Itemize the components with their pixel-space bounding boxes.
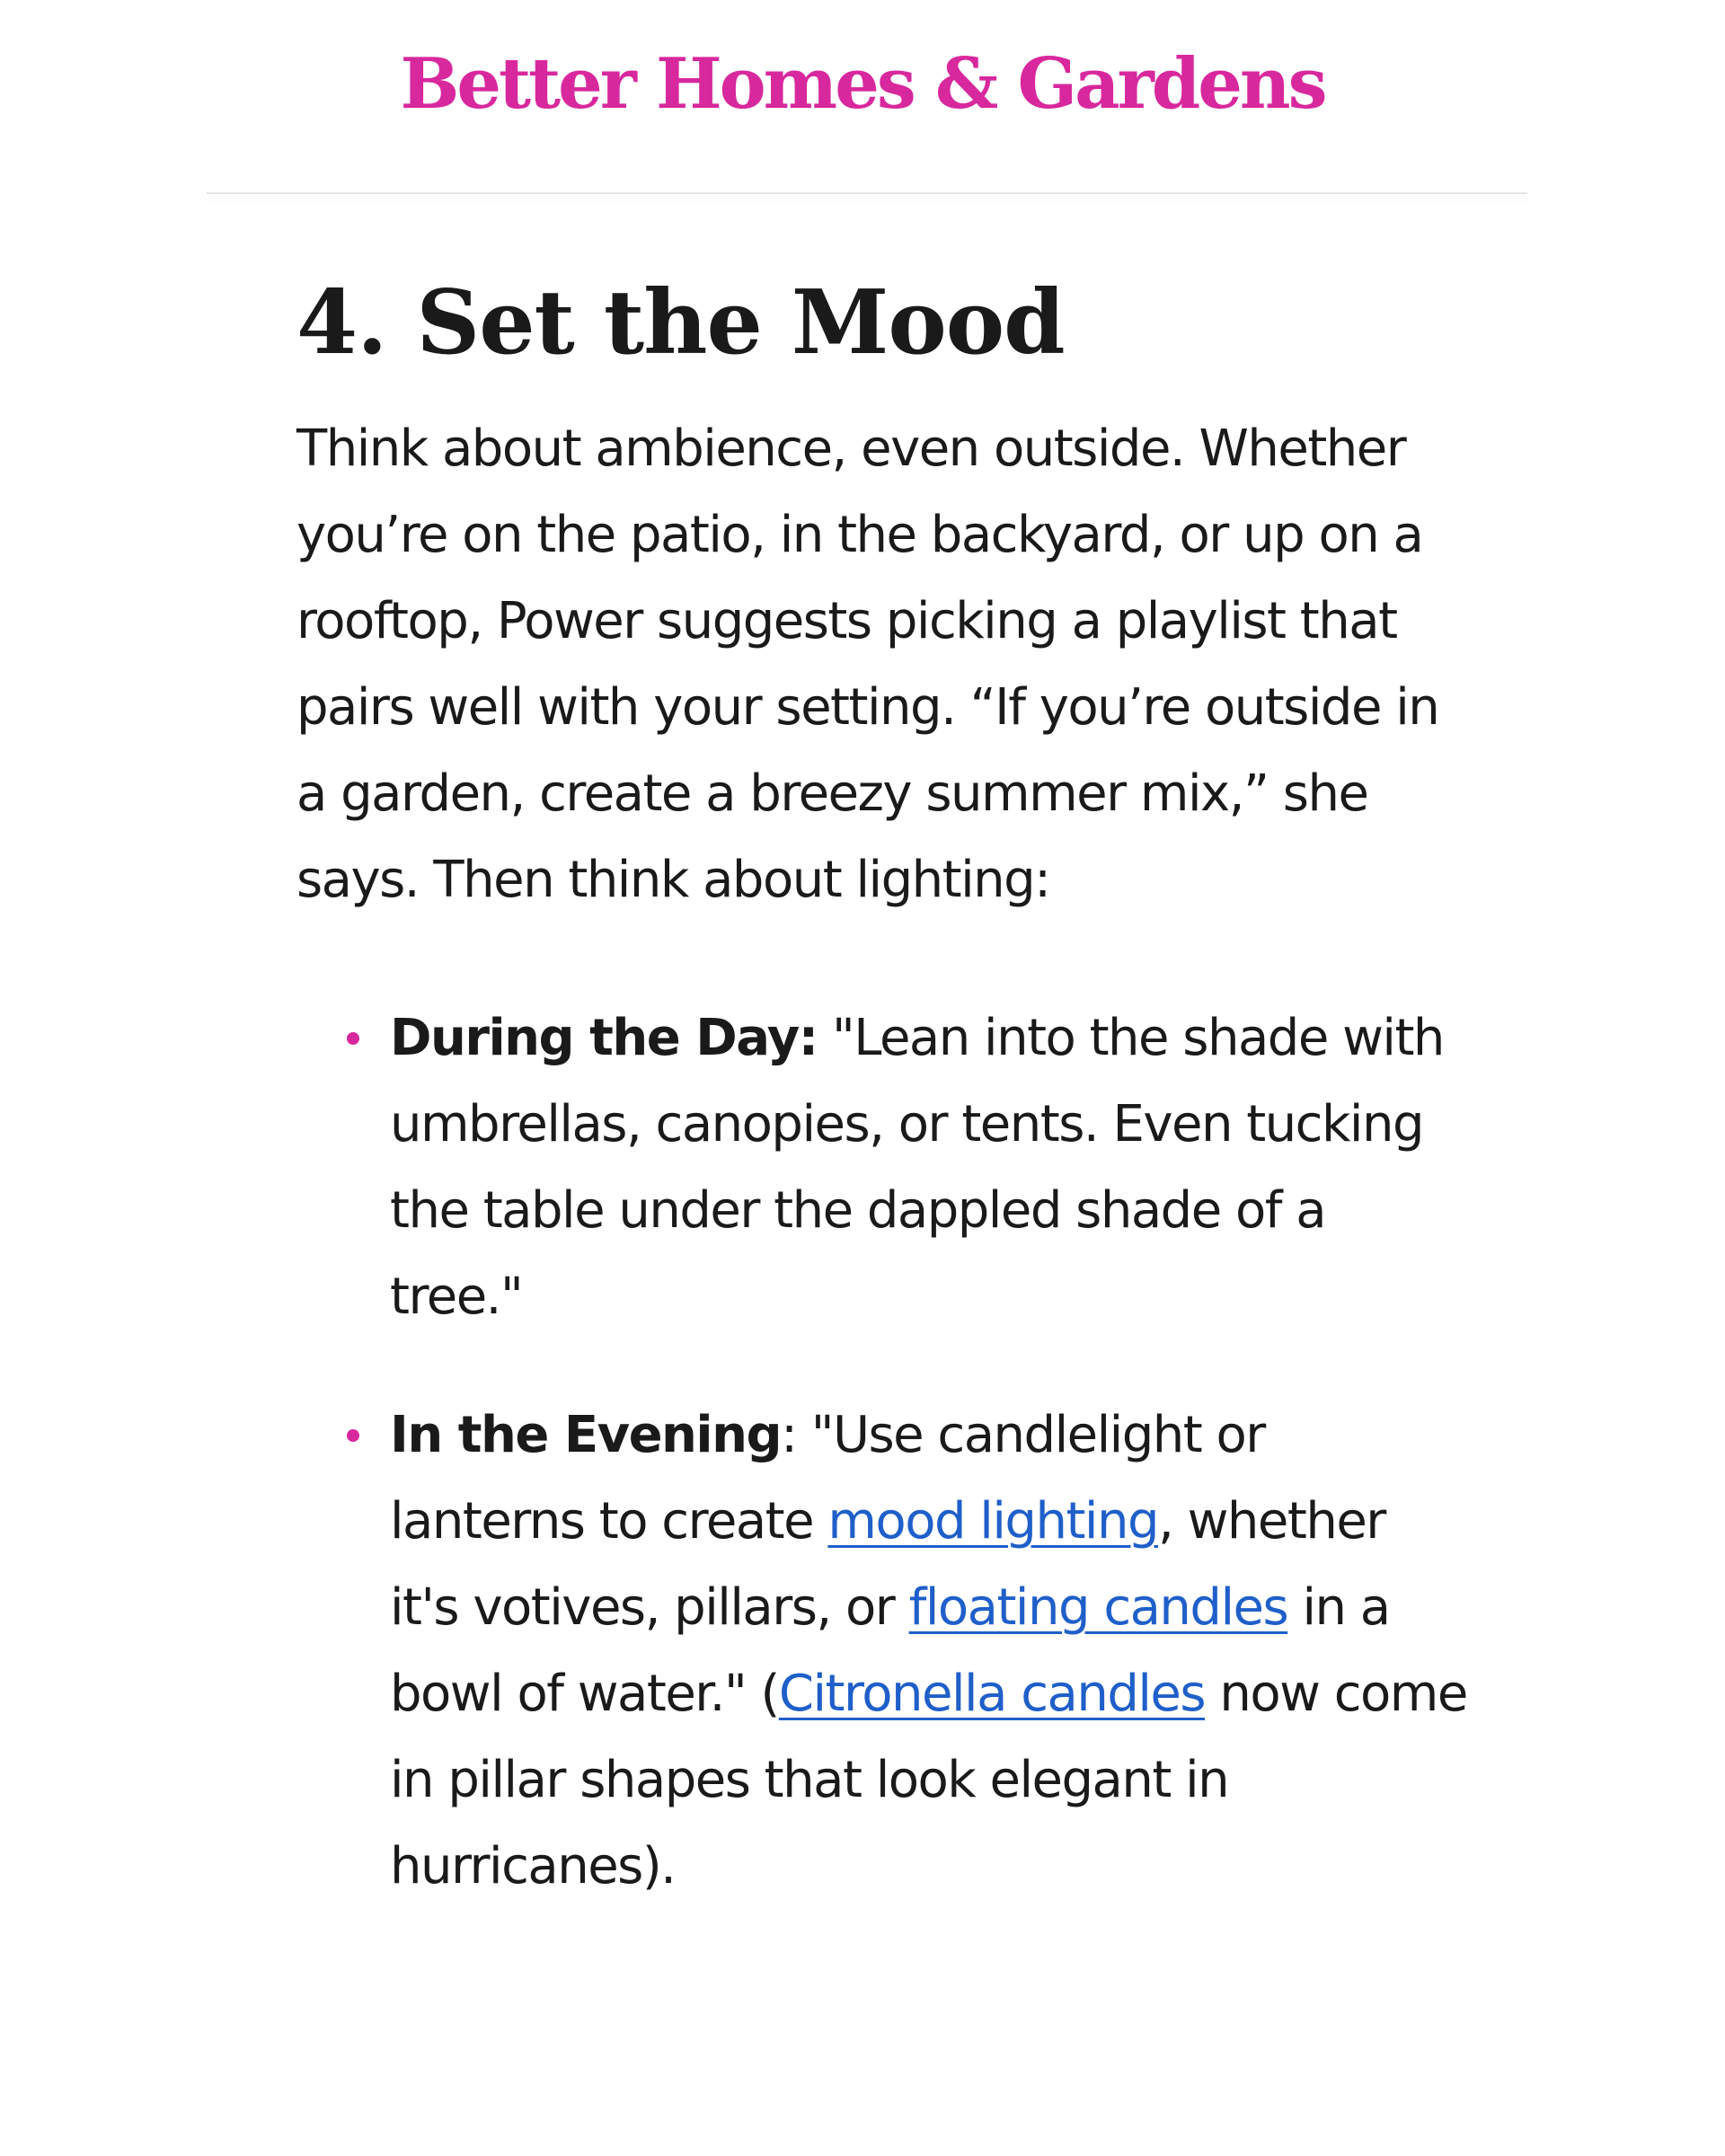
- list-item: [296, 1392, 1468, 1910]
- article-section: [296, 270, 1467, 1962]
- bullet-icon: [347, 1032, 359, 1045]
- bullet-icon: [347, 1429, 359, 1442]
- tip-text: now come in pillar shapes that look elegant in hurricanes).: [390, 1665, 1467, 1895]
- section-title: 4. Set the Mood: [296, 271, 1065, 375]
- tip-text: , whether it's votives, pillars, or: [390, 1492, 1385, 1637]
- section-intro: Think about ambience, even outside. Whether you’re on the patio, in the backyard, or up on a rooftop, Power suggests picking a playlist that pairs well with your setting. “If you’re outside in a garden, create a breezy summer mix,” she says. Then think about lighting:: [296, 420, 1439, 909]
- tip-text: : "Use candlelight or lanterns to create: [390, 1406, 1265, 1551]
- citronella-candles-link[interactable]: Citronella candles: [778, 1665, 1206, 1723]
- tip-label: In the Evening: [390, 1406, 782, 1464]
- list-item: [296, 995, 1468, 1340]
- site-logo[interactable]: Better Homes & Gardens: [400, 43, 1325, 125]
- floating-candles-link[interactable]: floating candles: [908, 1578, 1288, 1637]
- tip-text: in a bowl of water." (: [390, 1578, 1390, 1723]
- site-header: [0, 0, 1725, 192]
- mood-lighting-link[interactable]: mood lighting: [827, 1492, 1159, 1551]
- tip-text: "Lean into the shade with umbrellas, canopies, or tents. Even tucking the table under the dappled shade of a tree.": [390, 1009, 1444, 1326]
- header-divider: [207, 192, 1527, 194]
- tips-list: [296, 995, 1467, 1910]
- tip-label: During the Day:: [390, 1009, 818, 1067]
